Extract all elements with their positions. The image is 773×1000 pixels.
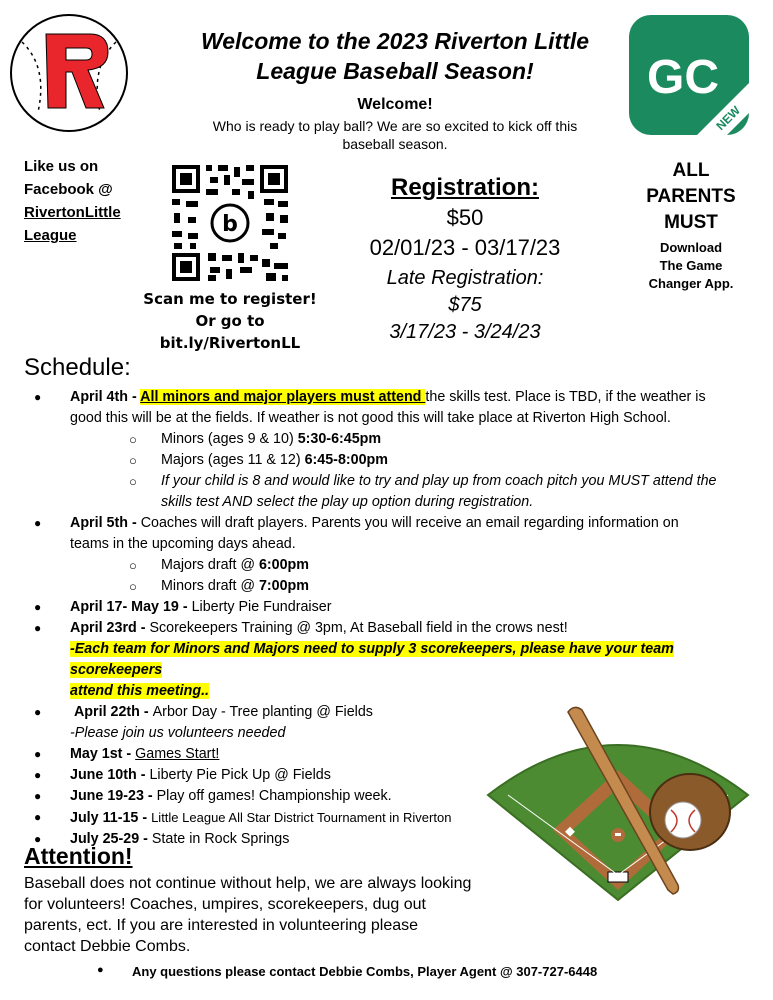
qr-center-glyph: b [222, 212, 238, 237]
highlight-note-cont: attend this meeting.. [70, 683, 210, 699]
registration-block [330, 173, 600, 346]
late-registration-fee: $75 [448, 294, 482, 316]
facebook-line2: Facebook @ [24, 181, 113, 198]
list-item: ● May 1st - Games Start! [24, 744, 764, 765]
list-item: ● June 19-23 - Play off games! Championship week. [24, 786, 764, 807]
welcome-text: Who is ready to play ball? We are so excited to kick off this baseball season. [212, 118, 578, 152]
list-item: ● April 23rd - Scorekeepers Training @ 3pm, At Baseball field in the crows nest! [24, 618, 764, 639]
parents-sub1: Download [659, 240, 723, 255]
registration-qr-code[interactable] [170, 163, 290, 283]
qr-caption-line2: Or go to [195, 312, 265, 330]
list-item: ● July 25-29 - State in Rock Springs [24, 829, 764, 850]
game-changer-app-icon [627, 13, 751, 137]
facebook-line1: Like us on [24, 158, 99, 175]
parents-notice [628, 158, 754, 293]
baseball-field-illustration [478, 700, 761, 905]
list-item-note: -Please join us volunteers needed [70, 725, 286, 741]
contact-line: ● Any questions please contact Debbie Combs, Player Agent @ 307-727-6448 [70, 964, 770, 979]
registration-heading: Registration: [390, 174, 539, 201]
list-item-cont: good this will be at the fields. If weather is not good this will take place at Riverton High School. [70, 410, 671, 426]
parents-sub2: The Game [659, 258, 723, 273]
parents-sub3: Changer App. [648, 276, 734, 291]
late-registration-label: Late Registration: [386, 267, 544, 289]
highlight-text: All minors and major players must attend [140, 389, 426, 405]
registration-dates: 02/01/23 - 03/17/23 [369, 235, 561, 260]
late-registration-dates: 3/17/23 - 3/24/23 [389, 321, 541, 343]
attention-heading: Attention! [24, 843, 133, 869]
sub-list-item: ○ Majors draft @ 6:00pm [24, 555, 764, 576]
registration-fee: $50 [446, 205, 484, 230]
sub-list-item-cont: skills test AND select the play up option during registration. [161, 494, 534, 510]
list-item: ● June 10th - Liberty Pie Pick Up @ Fields [24, 765, 764, 786]
new-badge: NEW [713, 103, 744, 134]
list-item: ● April 17- May 19 - Liberty Pie Fundraiser [24, 597, 764, 618]
facebook-block [24, 155, 144, 247]
schedule-heading: Schedule: [24, 354, 131, 381]
sub-list-item: ○ If your child is 8 and would like to try and play up from coach pitch you MUST attend the [24, 471, 764, 492]
registration-link[interactable]: bit.ly/RivertonLL [159, 334, 301, 352]
app-icon-text: GC [647, 51, 719, 104]
list-item: ● April 22th - Arbor Day - Tree planting @ Fields [24, 702, 764, 723]
welcome-heading: Welcome! [357, 96, 433, 113]
parents-line1: ALL [672, 160, 710, 181]
qr-caption [140, 288, 320, 354]
facebook-handle-cont[interactable]: League [24, 227, 77, 244]
parents-line3: MUST [664, 212, 718, 233]
page-title: Welcome to the 2023 Riverton Little League Baseball Season! [200, 28, 590, 84]
attention-text: Baseball does not continue without help, we are always looking for volunteers! Coaches, umpires, scorekeepers, dug out parents, ect. If you are interested in volunteering please contact Debbie Combs. [24, 875, 472, 955]
list-item: ● April 5th - Coaches will draft players. Parents you will receive an email regarding information on [24, 513, 764, 534]
riverton-logo [8, 12, 130, 134]
sub-list-item: ○ Minors (ages 9 & 10) 5:30-6:45pm [24, 429, 764, 450]
list-item: ● July 11-15 - Little League All Star District Tournament in Riverton [24, 807, 764, 829]
qr-caption-line1: Scan me to register! [143, 290, 317, 308]
sub-list-item: ○ Minors draft @ 7:00pm [24, 576, 764, 597]
list-item: ● April 4th - All minors and major players must attend the skills test. Place is TBD, if the weather is [24, 387, 764, 408]
facebook-handle[interactable]: RivertonLittle [24, 204, 121, 221]
sub-list-item: ○ Majors (ages 11 & 12) 6:45-8:00pm [24, 450, 764, 471]
parents-line2: PARENTS [646, 186, 736, 207]
highlight-note: -Each team for Minors and Majors need to supply 3 scorekeepers, please have your team scorekeepers [70, 641, 674, 678]
list-item-cont: teams in the upcoming days ahead. [70, 536, 296, 552]
